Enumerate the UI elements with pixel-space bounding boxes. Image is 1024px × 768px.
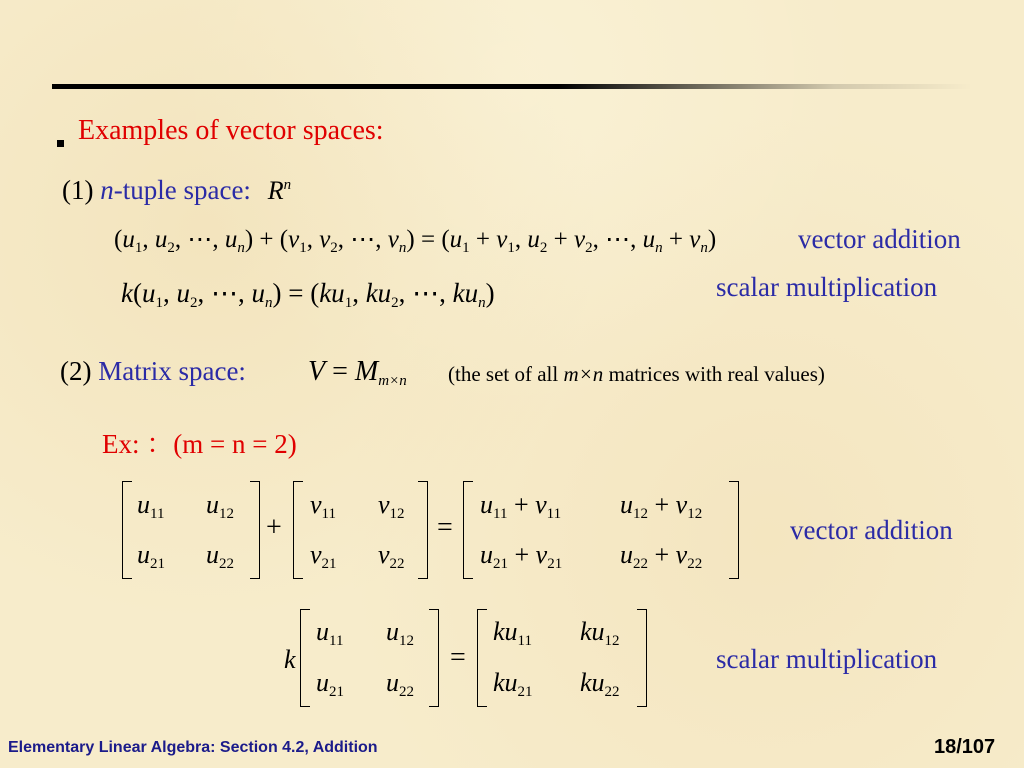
- item1-label: n-tuple space:: [100, 175, 251, 205]
- item1-vector-addition-label: vector addition: [798, 224, 961, 254]
- item1-title: [62, 175, 291, 206]
- matrix-space-note: (the set of all m×n matrices with real values): [448, 362, 825, 386]
- vector-addition-equation: ($u_1$, $u_2$, ⋯, $u_n) + (v_1$, $v_2$, ⋯, $v_n) = (u_1 + v_1$, $u_2 + v_2$, ⋯, $u_n + v_n$): [114, 226, 717, 256]
- footer-page-number: 18/107: [934, 736, 996, 758]
- scalar-multiplication-equation: $k(u_1$, $u_2$, ⋯, $u_n) = (ku_1$, $ku_2$, ⋯, $ku_n$): [121, 278, 495, 311]
- item2-scalar-multiplication-label: scalar multiplication: [716, 644, 938, 674]
- item2-vector-addition-label: vector addition: [790, 515, 953, 545]
- example-condition: Ex: ：(m = n = 2): [102, 429, 297, 459]
- bullet-square-icon: [57, 134, 64, 152]
- title-rule: [52, 84, 972, 89]
- item2-label: Matrix space:: [98, 356, 246, 386]
- section-heading: Examples of vector spaces:: [78, 115, 384, 146]
- item1-space-symbol: $R^n$: [267, 176, 292, 205]
- item1-scalar-multiplication-label: scalar multiplication: [716, 272, 938, 302]
- footer-course-title: Elementary Linear Algebra: Section 4.2, Addition: [8, 739, 378, 756]
- item1-number: (1): [62, 175, 94, 205]
- item2-title: [60, 356, 246, 387]
- item2-number: (2): [60, 356, 92, 386]
- matrix-space-symbol: $V = M_{m\times n}$: [308, 356, 407, 389]
